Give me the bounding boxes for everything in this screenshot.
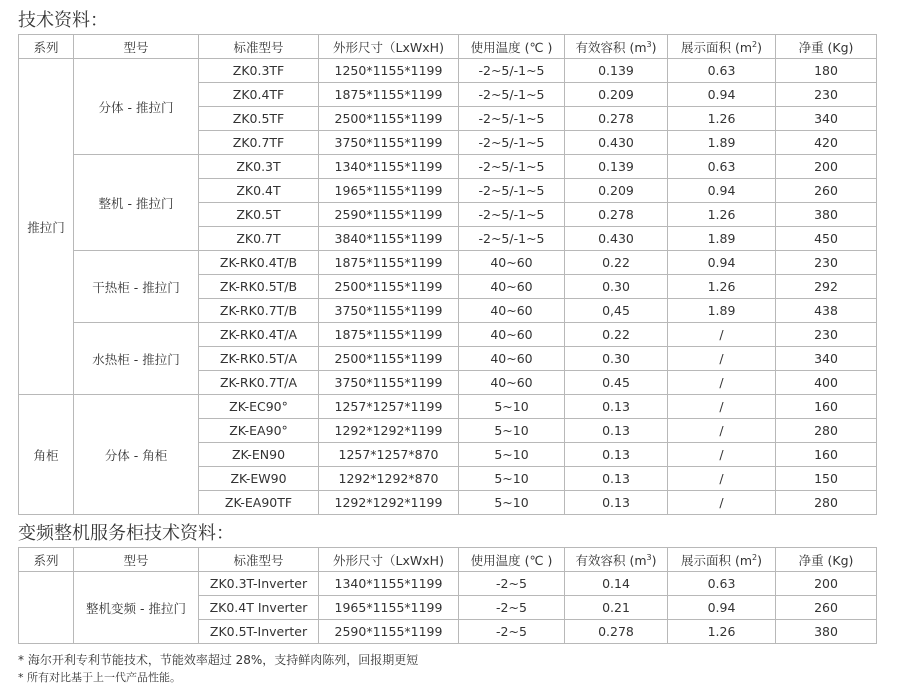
model-cell: ZK-RK0.5T/A bbox=[199, 347, 319, 371]
display-area-cell: 1.26 bbox=[668, 107, 776, 131]
volume-cell: 0.13 bbox=[565, 467, 668, 491]
display-area-cell: 0.63 bbox=[668, 59, 776, 83]
temperature-cell: -2~5/-1~5 bbox=[459, 59, 565, 83]
model-cell: ZK0.4T bbox=[199, 179, 319, 203]
volume-cell: 0.45 bbox=[565, 371, 668, 395]
type-cell: 整机变频 - 推拉门 bbox=[74, 572, 199, 644]
footnotes bbox=[18, 650, 418, 686]
dimensions-cell: 1875*1155*1199 bbox=[319, 251, 459, 275]
inverter-spec-table bbox=[18, 547, 877, 644]
col-header-series: 系列 bbox=[19, 35, 74, 59]
volume-cell: 0.209 bbox=[565, 83, 668, 107]
type-cell: 分体 - 角柜 bbox=[74, 395, 199, 515]
dimensions-cell: 2590*1155*1199 bbox=[319, 620, 459, 644]
weight-cell: 200 bbox=[776, 572, 877, 596]
display-area-cell: 0.63 bbox=[668, 155, 776, 179]
dimensions-cell: 1965*1155*1199 bbox=[319, 596, 459, 620]
section1-title: 技术资料： bbox=[18, 10, 108, 31]
table-row bbox=[19, 59, 877, 83]
temperature-cell: 40~60 bbox=[459, 323, 565, 347]
type-cell: 水热柜 - 推拉门 bbox=[74, 323, 199, 395]
display-area-cell: / bbox=[668, 491, 776, 515]
model-cell: ZK0.5TF bbox=[199, 107, 319, 131]
volume-cell: 0.278 bbox=[565, 620, 668, 644]
dimensions-cell: 2500*1155*1199 bbox=[319, 107, 459, 131]
temperature-cell: 40~60 bbox=[459, 371, 565, 395]
col-header-weight: 净重 (Kg) bbox=[776, 35, 877, 59]
weight-cell: 340 bbox=[776, 107, 877, 131]
table-row bbox=[19, 251, 877, 275]
dimensions-cell: 1257*1257*870 bbox=[319, 443, 459, 467]
model-cell: ZK-RK0.4T/B bbox=[199, 251, 319, 275]
model-cell: ZK-EN90 bbox=[199, 443, 319, 467]
weight-cell: 230 bbox=[776, 251, 877, 275]
temperature-cell: -2~5/-1~5 bbox=[459, 107, 565, 131]
weight-cell: 150 bbox=[776, 467, 877, 491]
dimensions-cell: 2590*1155*1199 bbox=[319, 203, 459, 227]
col-header-dimensions: 外形尺寸（LxWxH) bbox=[319, 548, 459, 572]
temperature-cell: 5~10 bbox=[459, 467, 565, 491]
model-cell: ZK0.7T bbox=[199, 227, 319, 251]
col-header-dimensions: 外形尺寸（LxWxH) bbox=[319, 35, 459, 59]
volume-cell: 0.430 bbox=[565, 227, 668, 251]
temperature-cell: 5~10 bbox=[459, 419, 565, 443]
dimensions-cell: 1875*1155*1199 bbox=[319, 323, 459, 347]
col-header-temperature: 使用温度 (℃ ) bbox=[459, 548, 565, 572]
col-header-type: 型号 bbox=[74, 548, 199, 572]
temperature-cell: 5~10 bbox=[459, 443, 565, 467]
volume-cell: 0.13 bbox=[565, 443, 668, 467]
display-area-cell: / bbox=[668, 371, 776, 395]
temperature-cell: -2~5/-1~5 bbox=[459, 131, 565, 155]
dimensions-cell: 1292*1292*1199 bbox=[319, 419, 459, 443]
col-header-series: 系列 bbox=[19, 548, 74, 572]
weight-cell: 200 bbox=[776, 155, 877, 179]
volume-cell: 0.278 bbox=[565, 107, 668, 131]
dimensions-cell: 1965*1155*1199 bbox=[319, 179, 459, 203]
display-area-cell: 0.94 bbox=[668, 83, 776, 107]
temperature-cell: -2~5/-1~5 bbox=[459, 155, 565, 179]
display-area-cell: / bbox=[668, 323, 776, 347]
weight-cell: 420 bbox=[776, 131, 877, 155]
volume-cell: 0.22 bbox=[565, 251, 668, 275]
weight-cell: 380 bbox=[776, 203, 877, 227]
type-cell: 整机 - 推拉门 bbox=[74, 155, 199, 251]
display-area-cell: 1.26 bbox=[668, 275, 776, 299]
dimensions-cell: 3840*1155*1199 bbox=[319, 227, 459, 251]
col-header-display-area: 展示面积 $(m^2)$ bbox=[668, 35, 776, 59]
dimensions-cell: 1340*1155*1199 bbox=[319, 572, 459, 596]
model-cell: ZK0.3T bbox=[199, 155, 319, 179]
model-cell: ZK-EA90TF bbox=[199, 491, 319, 515]
display-area-cell: / bbox=[668, 395, 776, 419]
footnote-comparison: * 所有对比基于上一代产品性能。 bbox=[18, 671, 181, 684]
volume-cell: 0.139 bbox=[565, 155, 668, 179]
volume-cell: 0.21 bbox=[565, 596, 668, 620]
display-area-cell: 1.26 bbox=[668, 620, 776, 644]
weight-cell: 280 bbox=[776, 419, 877, 443]
footnote-energy: * 海尔开利专利节能技术，节能效率超过 28%，支持鲜肉陈列，回报期更短 bbox=[18, 653, 419, 667]
section2-title: 变频整机服务柜技术资料： bbox=[18, 523, 234, 544]
weight-cell: 260 bbox=[776, 179, 877, 203]
weight-cell: 280 bbox=[776, 491, 877, 515]
temperature-cell: 40~60 bbox=[459, 275, 565, 299]
weight-cell: 400 bbox=[776, 371, 877, 395]
volume-cell: 0.30 bbox=[565, 275, 668, 299]
model-cell: ZK-RK0.7T/A bbox=[199, 371, 319, 395]
table-header-row bbox=[19, 548, 877, 572]
display-area-cell: / bbox=[668, 443, 776, 467]
temperature-cell: -2~5/-1~5 bbox=[459, 203, 565, 227]
temperature-cell: -2~5/-1~5 bbox=[459, 227, 565, 251]
weight-cell: 230 bbox=[776, 323, 877, 347]
table-row bbox=[19, 572, 877, 596]
display-area-cell: 1.89 bbox=[668, 227, 776, 251]
temperature-cell: 40~60 bbox=[459, 299, 565, 323]
dimensions-cell: 1292*1292*1199 bbox=[319, 491, 459, 515]
temperature-cell: -2~5 bbox=[459, 620, 565, 644]
dimensions-cell: 1250*1155*1199 bbox=[319, 59, 459, 83]
model-cell: ZK0.4T Inverter bbox=[199, 596, 319, 620]
dimensions-cell: 1340*1155*1199 bbox=[319, 155, 459, 179]
volume-cell: 0.22 bbox=[565, 323, 668, 347]
display-area-cell: 0.63 bbox=[668, 572, 776, 596]
model-cell: ZK0.3TF bbox=[199, 59, 319, 83]
display-area-cell: 0.94 bbox=[668, 251, 776, 275]
model-cell: ZK0.7TF bbox=[199, 131, 319, 155]
temperature-cell: 40~60 bbox=[459, 347, 565, 371]
volume-cell: 0.139 bbox=[565, 59, 668, 83]
dimensions-cell: 3750*1155*1199 bbox=[319, 299, 459, 323]
dimensions-cell: 3750*1155*1199 bbox=[319, 131, 459, 155]
volume-cell: 0.13 bbox=[565, 419, 668, 443]
dimensions-cell: 2500*1155*1199 bbox=[319, 347, 459, 371]
dimensions-cell: 1292*1292*870 bbox=[319, 467, 459, 491]
dimensions-cell: 2500*1155*1199 bbox=[319, 275, 459, 299]
volume-cell: 0,45 bbox=[565, 299, 668, 323]
spec-table bbox=[18, 34, 877, 515]
display-area-cell: 1.89 bbox=[668, 131, 776, 155]
dimensions-cell: 1257*1257*1199 bbox=[319, 395, 459, 419]
col-header-weight: 净重 (Kg) bbox=[776, 548, 877, 572]
volume-cell: 0.278 bbox=[565, 203, 668, 227]
temperature-cell: 40~60 bbox=[459, 251, 565, 275]
model-cell: ZK-RK0.4T/A bbox=[199, 323, 319, 347]
display-area-cell: 0.94 bbox=[668, 596, 776, 620]
display-area-cell: / bbox=[668, 419, 776, 443]
table-row bbox=[19, 155, 877, 179]
col-header-model: 标准型号 bbox=[199, 548, 319, 572]
weight-cell: 292 bbox=[776, 275, 877, 299]
temperature-cell: -2~5/-1~5 bbox=[459, 179, 565, 203]
volume-cell: 0.13 bbox=[565, 395, 668, 419]
display-area-cell: 1.89 bbox=[668, 299, 776, 323]
temperature-cell: -2~5 bbox=[459, 596, 565, 620]
weight-cell: 160 bbox=[776, 395, 877, 419]
model-cell: ZK-EW90 bbox=[199, 467, 319, 491]
volume-cell: 0.14 bbox=[565, 572, 668, 596]
model-cell: ZK0.5T-Inverter bbox=[199, 620, 319, 644]
weight-cell: 438 bbox=[776, 299, 877, 323]
model-cell: ZK0.4TF bbox=[199, 83, 319, 107]
table-row bbox=[19, 395, 877, 419]
series-cell bbox=[19, 572, 74, 644]
type-cell: 干热柜 - 推拉门 bbox=[74, 251, 199, 323]
weight-cell: 340 bbox=[776, 347, 877, 371]
col-header-display-area: 展示面积 $(m^2)$ bbox=[668, 548, 776, 572]
col-header-temperature: 使用温度 (℃ ) bbox=[459, 35, 565, 59]
col-header-model: 标准型号 bbox=[199, 35, 319, 59]
model-cell: ZK0.3T-Inverter bbox=[199, 572, 319, 596]
temperature-cell: -2~5/-1~5 bbox=[459, 83, 565, 107]
display-area-cell: / bbox=[668, 347, 776, 371]
dimensions-cell: 1875*1155*1199 bbox=[319, 83, 459, 107]
volume-cell: 0.13 bbox=[565, 491, 668, 515]
weight-cell: 450 bbox=[776, 227, 877, 251]
col-header-type: 型号 bbox=[74, 35, 199, 59]
temperature-cell: 5~10 bbox=[459, 491, 565, 515]
series-cell: 推拉门 bbox=[19, 59, 74, 395]
volume-cell: 0.30 bbox=[565, 347, 668, 371]
col-header-volume: 有效容积 $(m^3)$ bbox=[565, 35, 668, 59]
model-cell: ZK-EA90° bbox=[199, 419, 319, 443]
weight-cell: 180 bbox=[776, 59, 877, 83]
temperature-cell: -2~5 bbox=[459, 572, 565, 596]
table-row bbox=[19, 323, 877, 347]
model-cell: ZK-RK0.7T/B bbox=[199, 299, 319, 323]
weight-cell: 230 bbox=[776, 83, 877, 107]
col-header-volume: 有效容积 $(m^3)$ bbox=[565, 548, 668, 572]
display-area-cell: 1.26 bbox=[668, 203, 776, 227]
model-cell: ZK0.5T bbox=[199, 203, 319, 227]
volume-cell: 0.430 bbox=[565, 131, 668, 155]
model-cell: ZK-RK0.5T/B bbox=[199, 275, 319, 299]
display-area-cell: 0.94 bbox=[668, 179, 776, 203]
type-cell: 分体 - 推拉门 bbox=[74, 59, 199, 155]
volume-cell: 0.209 bbox=[565, 179, 668, 203]
weight-cell: 380 bbox=[776, 620, 877, 644]
model-cell: ZK-EC90° bbox=[199, 395, 319, 419]
dimensions-cell: 3750*1155*1199 bbox=[319, 371, 459, 395]
weight-cell: 260 bbox=[776, 596, 877, 620]
series-cell: 角柜 bbox=[19, 395, 74, 515]
temperature-cell: 5~10 bbox=[459, 395, 565, 419]
display-area-cell: / bbox=[668, 467, 776, 491]
weight-cell: 160 bbox=[776, 443, 877, 467]
table-header-row bbox=[19, 35, 877, 59]
